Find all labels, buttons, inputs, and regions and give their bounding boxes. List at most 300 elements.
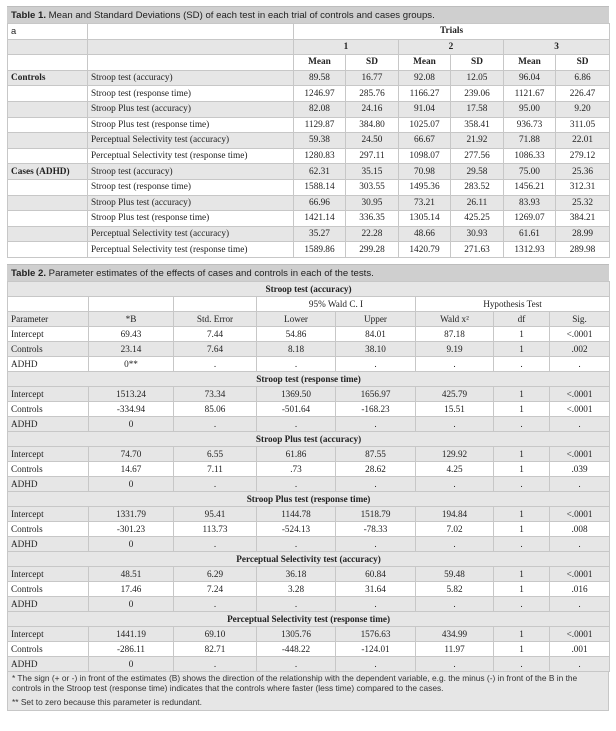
table2-cell: <.0001 bbox=[550, 401, 610, 416]
table2-cell: 74.70 bbox=[89, 446, 174, 461]
table1-row bbox=[8, 70, 610, 86]
table1-trial-number: 3 bbox=[504, 39, 610, 55]
table1-row bbox=[8, 101, 610, 117]
table2-cell: 38.10 bbox=[336, 341, 416, 356]
table2-row bbox=[8, 536, 610, 551]
table2-cell: . bbox=[550, 656, 610, 671]
table1-cell: 384.21 bbox=[556, 211, 610, 227]
table2-cell: . bbox=[336, 356, 416, 371]
table1-cell: 336.35 bbox=[346, 211, 399, 227]
table2-cell: . bbox=[174, 536, 257, 551]
table2-cell: 0 bbox=[89, 656, 174, 671]
table1-caption-text: Mean and Standard Deviations (SD) of each test in each trial of controls and cases groups. bbox=[46, 10, 435, 21]
table1-blank-cell bbox=[88, 24, 294, 40]
table1-cell: 1129.87 bbox=[294, 117, 346, 133]
table2-col-header: Parameter bbox=[8, 311, 89, 326]
table2-cell: 1 bbox=[494, 461, 550, 476]
table1-col-header: Mean bbox=[399, 55, 451, 71]
table2-section-title: Stroop test (accuracy) bbox=[8, 281, 610, 296]
table1 bbox=[7, 23, 610, 258]
table2-cell: 69.10 bbox=[174, 626, 257, 641]
table2-cell: 69.43 bbox=[89, 326, 174, 341]
table1-cell: 17.58 bbox=[451, 101, 504, 117]
table1-cell: 1495.36 bbox=[399, 179, 451, 195]
table2-cell: . bbox=[174, 416, 257, 431]
table2-cell: <.0001 bbox=[550, 626, 610, 641]
table2-row bbox=[8, 461, 610, 476]
table2-row bbox=[8, 506, 610, 521]
table2-section-title-row bbox=[8, 611, 610, 626]
table2-group-header-row bbox=[8, 296, 610, 311]
table2-col-header: df bbox=[494, 311, 550, 326]
table2-cell: 7.64 bbox=[174, 341, 257, 356]
table2-cell: 8.18 bbox=[257, 341, 336, 356]
table1-row bbox=[8, 195, 610, 211]
table1-row bbox=[8, 117, 610, 133]
table2-cell: 0 bbox=[89, 416, 174, 431]
table1-trials-header: Trials bbox=[294, 24, 610, 40]
table1-cell: 299.28 bbox=[346, 242, 399, 258]
table1-cell: 311.05 bbox=[556, 117, 610, 133]
table1-col-header: Mean bbox=[504, 55, 556, 71]
table2-cell: . bbox=[416, 416, 494, 431]
table2-cell: . bbox=[550, 596, 610, 611]
table1-cell: 1588.14 bbox=[294, 179, 346, 195]
table2-cell: . bbox=[550, 536, 610, 551]
table2-cell: . bbox=[494, 656, 550, 671]
table1-caption-label: Table 1. bbox=[11, 10, 47, 21]
table1-cell: 425.25 bbox=[451, 211, 504, 227]
table2-section-title: Stroop test (response time) bbox=[8, 371, 610, 386]
table1-cell: 277.56 bbox=[451, 148, 504, 164]
table1-trial-number: 2 bbox=[399, 39, 504, 55]
table2-cell: <.0001 bbox=[550, 446, 610, 461]
table2-cell: . bbox=[494, 356, 550, 371]
table2-cell: 5.82 bbox=[416, 581, 494, 596]
table2-parameter: Intercept bbox=[8, 386, 89, 401]
table1-test-name: Stroop Plus test (response time) bbox=[88, 117, 294, 133]
table2-parameter: Controls bbox=[8, 341, 89, 356]
table1-blank-cell bbox=[8, 179, 88, 195]
table2-row bbox=[8, 626, 610, 641]
table2-cell: 1513.24 bbox=[89, 386, 174, 401]
table2-section-title-row bbox=[8, 431, 610, 446]
table2-cell: 23.14 bbox=[89, 341, 174, 356]
table2-cell: 6.55 bbox=[174, 446, 257, 461]
table1-cell: 1246.97 bbox=[294, 86, 346, 102]
table1-row bbox=[8, 242, 610, 258]
table1-cell: 1121.67 bbox=[504, 86, 556, 102]
table2-row bbox=[8, 326, 610, 341]
table2-cell: -168.23 bbox=[336, 401, 416, 416]
table1-blank-cell bbox=[8, 55, 88, 71]
table2-cell: 1656.97 bbox=[336, 386, 416, 401]
table2-cell: 87.55 bbox=[336, 446, 416, 461]
table2-parameter: Intercept bbox=[8, 446, 89, 461]
table2-cell: -78.33 bbox=[336, 521, 416, 536]
table2-parameter: Controls bbox=[8, 581, 89, 596]
table2-cell: 1 bbox=[494, 506, 550, 521]
table2-section-title: Stroop Plus test (response time) bbox=[8, 491, 610, 506]
table1-blank-cell bbox=[8, 148, 88, 164]
table1-cell: 6.86 bbox=[556, 70, 610, 86]
table2-cell: .016 bbox=[550, 581, 610, 596]
table2-cell: 1 bbox=[494, 641, 550, 656]
table2-parameter: Controls bbox=[8, 641, 89, 656]
table2-cell: 434.99 bbox=[416, 626, 494, 641]
table2-row bbox=[8, 386, 610, 401]
table2-cell: . bbox=[416, 596, 494, 611]
table2-cell: .73 bbox=[257, 461, 336, 476]
table1-col-header: Mean bbox=[294, 55, 346, 71]
table1-row bbox=[8, 133, 610, 149]
table2-col-header: Wald x² bbox=[416, 311, 494, 326]
table2-col-header: Lower bbox=[257, 311, 336, 326]
table1-test-name: Perceptual Selectivity test (accuracy) bbox=[88, 133, 294, 149]
table1-cell: 96.04 bbox=[504, 70, 556, 86]
table2-hypothesis-header: Hypothesis Test bbox=[416, 296, 610, 311]
table2-section-title: Perceptual Selectivity test (response time) bbox=[8, 611, 610, 626]
table1-row bbox=[8, 164, 610, 180]
table2-cell: -286.11 bbox=[89, 641, 174, 656]
table1-blank-cell bbox=[88, 39, 294, 55]
table1-cell: 22.28 bbox=[346, 226, 399, 242]
table2-cell: . bbox=[336, 536, 416, 551]
table2-cell: 17.46 bbox=[89, 581, 174, 596]
table1-cell: 1025.07 bbox=[399, 117, 451, 133]
table2-cell: 194.84 bbox=[416, 506, 494, 521]
table2-cell: . bbox=[494, 596, 550, 611]
table1-cell: 1166.27 bbox=[399, 86, 451, 102]
table2-cell: <.0001 bbox=[550, 386, 610, 401]
table1-cell: 24.50 bbox=[346, 133, 399, 149]
table1-cell: 384.80 bbox=[346, 117, 399, 133]
table1-cell: 285.76 bbox=[346, 86, 399, 102]
table1-cell: 66.96 bbox=[294, 195, 346, 211]
table1-cell: 239.06 bbox=[451, 86, 504, 102]
table1-group-label: Cases (ADHD) bbox=[8, 164, 88, 180]
table2-cell: 1 bbox=[494, 386, 550, 401]
table1-test-name: Perceptual Selectivity test (response time) bbox=[88, 148, 294, 164]
table1-cell: 289.98 bbox=[556, 242, 610, 258]
table2-parameter: Controls bbox=[8, 461, 89, 476]
table2-row bbox=[8, 401, 610, 416]
table2 bbox=[7, 281, 610, 672]
table2-cell: 7.24 bbox=[174, 581, 257, 596]
table2-cell: 1 bbox=[494, 521, 550, 536]
table2-cell: 1441.19 bbox=[89, 626, 174, 641]
table1-cell: 73.21 bbox=[399, 195, 451, 211]
table2-parameter: ADHD bbox=[8, 596, 89, 611]
table2-cell: 28.62 bbox=[336, 461, 416, 476]
table1-blank-cell bbox=[8, 211, 88, 227]
table2-cell: .002 bbox=[550, 341, 610, 356]
table2-row bbox=[8, 596, 610, 611]
table2-col-header: Sig. bbox=[550, 311, 610, 326]
table1-blank-cell bbox=[88, 55, 294, 71]
table1-row bbox=[8, 86, 610, 102]
table2-parameter: ADHD bbox=[8, 536, 89, 551]
table2-cell: 1331.79 bbox=[89, 506, 174, 521]
table2-wald-ci-header: 95% Wald C. I bbox=[257, 296, 416, 311]
table2-row bbox=[8, 416, 610, 431]
table2-row bbox=[8, 641, 610, 656]
table2-row bbox=[8, 356, 610, 371]
table2-section-title-row bbox=[8, 491, 610, 506]
table2-cell: . bbox=[416, 536, 494, 551]
table2-cell: 1 bbox=[494, 341, 550, 356]
table2-row bbox=[8, 341, 610, 356]
table2-cell: 73.34 bbox=[174, 386, 257, 401]
table2-cell: . bbox=[416, 656, 494, 671]
table2-cell: 1369.50 bbox=[257, 386, 336, 401]
table1-blank-cell bbox=[8, 117, 88, 133]
table2-cell: 1 bbox=[494, 566, 550, 581]
table2-cell: 0 bbox=[89, 476, 174, 491]
table1-cell: 1456.21 bbox=[504, 179, 556, 195]
table2-caption bbox=[7, 264, 609, 281]
table1-blank-cell bbox=[8, 86, 88, 102]
table1-cell: 92.08 bbox=[399, 70, 451, 86]
table2-cell: . bbox=[336, 416, 416, 431]
table2-cell: . bbox=[257, 536, 336, 551]
table2-cell: 3.28 bbox=[257, 581, 336, 596]
table1-cell: 22.01 bbox=[556, 133, 610, 149]
table2-parameter: Controls bbox=[8, 521, 89, 536]
table2-cell: . bbox=[257, 356, 336, 371]
table2-cell: <.0001 bbox=[550, 566, 610, 581]
table1-col-header: SD bbox=[556, 55, 610, 71]
table1-cell: 1098.07 bbox=[399, 148, 451, 164]
table2-cell: . bbox=[257, 476, 336, 491]
table2-section-title-row bbox=[8, 281, 610, 296]
table1-cell: 26.11 bbox=[451, 195, 504, 211]
table1-cell: 30.93 bbox=[451, 226, 504, 242]
table2-cell: 84.01 bbox=[336, 326, 416, 341]
table2-blank-cell bbox=[174, 296, 257, 311]
table2-caption-text: Parameter estimates of the effects of cases and controls in each of the tests. bbox=[46, 267, 374, 279]
table1-cell: 62.31 bbox=[294, 164, 346, 180]
table1-cell: 89.58 bbox=[294, 70, 346, 86]
table2-cell: .039 bbox=[550, 461, 610, 476]
footnote-redundant: ** Set to zero because this parameter is redundant. bbox=[12, 696, 202, 707]
table2-cell: 113.73 bbox=[174, 521, 257, 536]
table2-cell: . bbox=[494, 476, 550, 491]
table1-cell: 35.15 bbox=[346, 164, 399, 180]
table1-cell: 59.38 bbox=[294, 133, 346, 149]
table1-cell: 25.32 bbox=[556, 195, 610, 211]
table2-cell: . bbox=[257, 596, 336, 611]
table1-cell: 66.67 bbox=[399, 133, 451, 149]
table2-cell: . bbox=[494, 416, 550, 431]
table2-col-header: *B bbox=[89, 311, 174, 326]
table2-parameter: Intercept bbox=[8, 566, 89, 581]
table2-cell: 1 bbox=[494, 401, 550, 416]
table2-parameter: ADHD bbox=[8, 416, 89, 431]
table2-row bbox=[8, 521, 610, 536]
table1-test-name: Stroop test (response time) bbox=[88, 86, 294, 102]
table2-cell: 0 bbox=[89, 596, 174, 611]
table2-cell: 87.18 bbox=[416, 326, 494, 341]
table2-cell: . bbox=[174, 476, 257, 491]
table2-cell: 31.64 bbox=[336, 581, 416, 596]
table1-cell: 30.95 bbox=[346, 195, 399, 211]
table1-cell: 297.11 bbox=[346, 148, 399, 164]
table2-cell: -448.22 bbox=[257, 641, 336, 656]
table2-cell: 14.67 bbox=[89, 461, 174, 476]
table2-cell: .008 bbox=[550, 521, 610, 536]
table1-test-name: Perceptual Selectivity test (accuracy) bbox=[88, 226, 294, 242]
table2-cell: 425.79 bbox=[416, 386, 494, 401]
table2-parameter: Intercept bbox=[8, 506, 89, 521]
table2-cell: 60.84 bbox=[336, 566, 416, 581]
table2-cell: 61.86 bbox=[257, 446, 336, 461]
table1-row bbox=[8, 211, 610, 227]
table2-cell: 1576.63 bbox=[336, 626, 416, 641]
table1-row bbox=[8, 226, 610, 242]
table1-cell: 1420.79 bbox=[399, 242, 451, 258]
table1-blank-cell bbox=[8, 101, 88, 117]
table2-cell: 4.25 bbox=[416, 461, 494, 476]
table2-cell: 15.51 bbox=[416, 401, 494, 416]
table2-cell: . bbox=[336, 596, 416, 611]
table2-caption-label: Table 2. bbox=[11, 267, 47, 279]
table2-cell: 1 bbox=[494, 446, 550, 461]
table2-footnotes bbox=[7, 672, 609, 712]
table2-cell: -124.01 bbox=[336, 641, 416, 656]
table2-cell: . bbox=[550, 416, 610, 431]
table2-cell: . bbox=[336, 476, 416, 491]
table1-blank-cell bbox=[8, 242, 88, 258]
table2-col-header: Std. Error bbox=[174, 311, 257, 326]
footnote-sign: * The sign (+ or -) in front of the estimates (B) shows the direction of the relationship with the dependent variable, e.g. the minus (-) in front of the B in the controls in the Stroop test (response time) indicates that the controls where faster (less time) compared to the cases. bbox=[12, 672, 578, 694]
table1-cell: 28.99 bbox=[556, 226, 610, 242]
table1-trial-number: 1 bbox=[294, 39, 399, 55]
table2-cell: 95.41 bbox=[174, 506, 257, 521]
table1-header-row bbox=[8, 24, 610, 40]
table2-cell: 48.51 bbox=[89, 566, 174, 581]
table2-cell: -301.23 bbox=[89, 521, 174, 536]
table1-cell: 83.93 bbox=[504, 195, 556, 211]
table1-cell: 1305.14 bbox=[399, 211, 451, 227]
table2-cell: 1 bbox=[494, 626, 550, 641]
table2-cell: . bbox=[174, 356, 257, 371]
table2-cell: . bbox=[257, 416, 336, 431]
table2-cell: 0 bbox=[89, 536, 174, 551]
table2-cell: -524.13 bbox=[257, 521, 336, 536]
table1-cell: 12.05 bbox=[451, 70, 504, 86]
table1-cell: 271.63 bbox=[451, 242, 504, 258]
table2-row bbox=[8, 656, 610, 671]
table2-row bbox=[8, 566, 610, 581]
table1-test-name: Stroop test (accuracy) bbox=[88, 164, 294, 180]
table1-cell: 82.08 bbox=[294, 101, 346, 117]
table1-cell: 91.04 bbox=[399, 101, 451, 117]
table1-row bbox=[8, 148, 610, 164]
table1-cell: 9.20 bbox=[556, 101, 610, 117]
table2-cell: . bbox=[550, 476, 610, 491]
table1-cell: 279.12 bbox=[556, 148, 610, 164]
table1-cell: 35.27 bbox=[294, 226, 346, 242]
table2-cell: <.0001 bbox=[550, 506, 610, 521]
table2-parameter: ADHD bbox=[8, 356, 89, 371]
table1-test-name: Stroop Plus test (accuracy) bbox=[88, 195, 294, 211]
table1-cell: 95.00 bbox=[504, 101, 556, 117]
table2-cell: 36.18 bbox=[257, 566, 336, 581]
table1-row bbox=[8, 179, 610, 195]
table2-cell: <.0001 bbox=[550, 326, 610, 341]
table2-col-header: Upper bbox=[336, 311, 416, 326]
table1-cell: 1312.93 bbox=[504, 242, 556, 258]
table1-cell: 303.55 bbox=[346, 179, 399, 195]
table2-cell: . bbox=[336, 656, 416, 671]
table1-cell: 358.41 bbox=[451, 117, 504, 133]
table1-col-header: SD bbox=[346, 55, 399, 71]
table1-cell: 21.92 bbox=[451, 133, 504, 149]
table2-parameter: Controls bbox=[8, 401, 89, 416]
table2-cell: . bbox=[416, 356, 494, 371]
table2-section-title-row bbox=[8, 551, 610, 566]
table1-cell: 75.00 bbox=[504, 164, 556, 180]
table1-cell: 1269.07 bbox=[504, 211, 556, 227]
table2-section-title: Perceptual Selectivity test (accuracy) bbox=[8, 551, 610, 566]
table2-cell: 1144.78 bbox=[257, 506, 336, 521]
table1-cell: 1421.14 bbox=[294, 211, 346, 227]
table2-parameter: Intercept bbox=[8, 626, 89, 641]
table2-parameter: Intercept bbox=[8, 326, 89, 341]
table2-row bbox=[8, 476, 610, 491]
table1-blank-cell bbox=[8, 133, 88, 149]
page bbox=[7, 6, 609, 711]
table1-blank-cell bbox=[8, 226, 88, 242]
table1-test-name: Perceptual Selectivity test (response time) bbox=[88, 242, 294, 258]
table1-cell: 24.16 bbox=[346, 101, 399, 117]
table1-cell: 16.77 bbox=[346, 70, 399, 86]
table1-cell: 70.98 bbox=[399, 164, 451, 180]
table1-blank-cell bbox=[8, 195, 88, 211]
table2-blank-cell bbox=[89, 296, 174, 311]
table1-test-name: Stroop Plus test (response time) bbox=[88, 211, 294, 227]
table2-cell: 7.11 bbox=[174, 461, 257, 476]
table1-panel-label: a bbox=[8, 24, 88, 40]
table1-test-name: Stroop Plus test (accuracy) bbox=[88, 101, 294, 117]
table1-cell: 29.58 bbox=[451, 164, 504, 180]
table2-cell: 1 bbox=[494, 326, 550, 341]
table2-cell: 85.06 bbox=[174, 401, 257, 416]
table2-cell: 1518.79 bbox=[336, 506, 416, 521]
table2-cell: -501.64 bbox=[257, 401, 336, 416]
table2-cell: . bbox=[494, 536, 550, 551]
table1-caption bbox=[7, 6, 609, 23]
table2-cell: 6.29 bbox=[174, 566, 257, 581]
table2-cell: 129.92 bbox=[416, 446, 494, 461]
table1-test-name: Stroop test (response time) bbox=[88, 179, 294, 195]
table2-cell: 7.44 bbox=[174, 326, 257, 341]
table2-blank-cell bbox=[8, 296, 89, 311]
table1-cell: 1280.83 bbox=[294, 148, 346, 164]
table2-cell: . bbox=[257, 656, 336, 671]
table2-cell: 54.86 bbox=[257, 326, 336, 341]
table2-row bbox=[8, 446, 610, 461]
table1-cell: 283.52 bbox=[451, 179, 504, 195]
table1-cell: 48.66 bbox=[399, 226, 451, 242]
table2-cell: . bbox=[174, 596, 257, 611]
table2-cell: 1305.76 bbox=[257, 626, 336, 641]
table1-cell: 226.47 bbox=[556, 86, 610, 102]
table1-cell: 25.36 bbox=[556, 164, 610, 180]
table1-cell: 1086.33 bbox=[504, 148, 556, 164]
table1-cell: 936.73 bbox=[504, 117, 556, 133]
